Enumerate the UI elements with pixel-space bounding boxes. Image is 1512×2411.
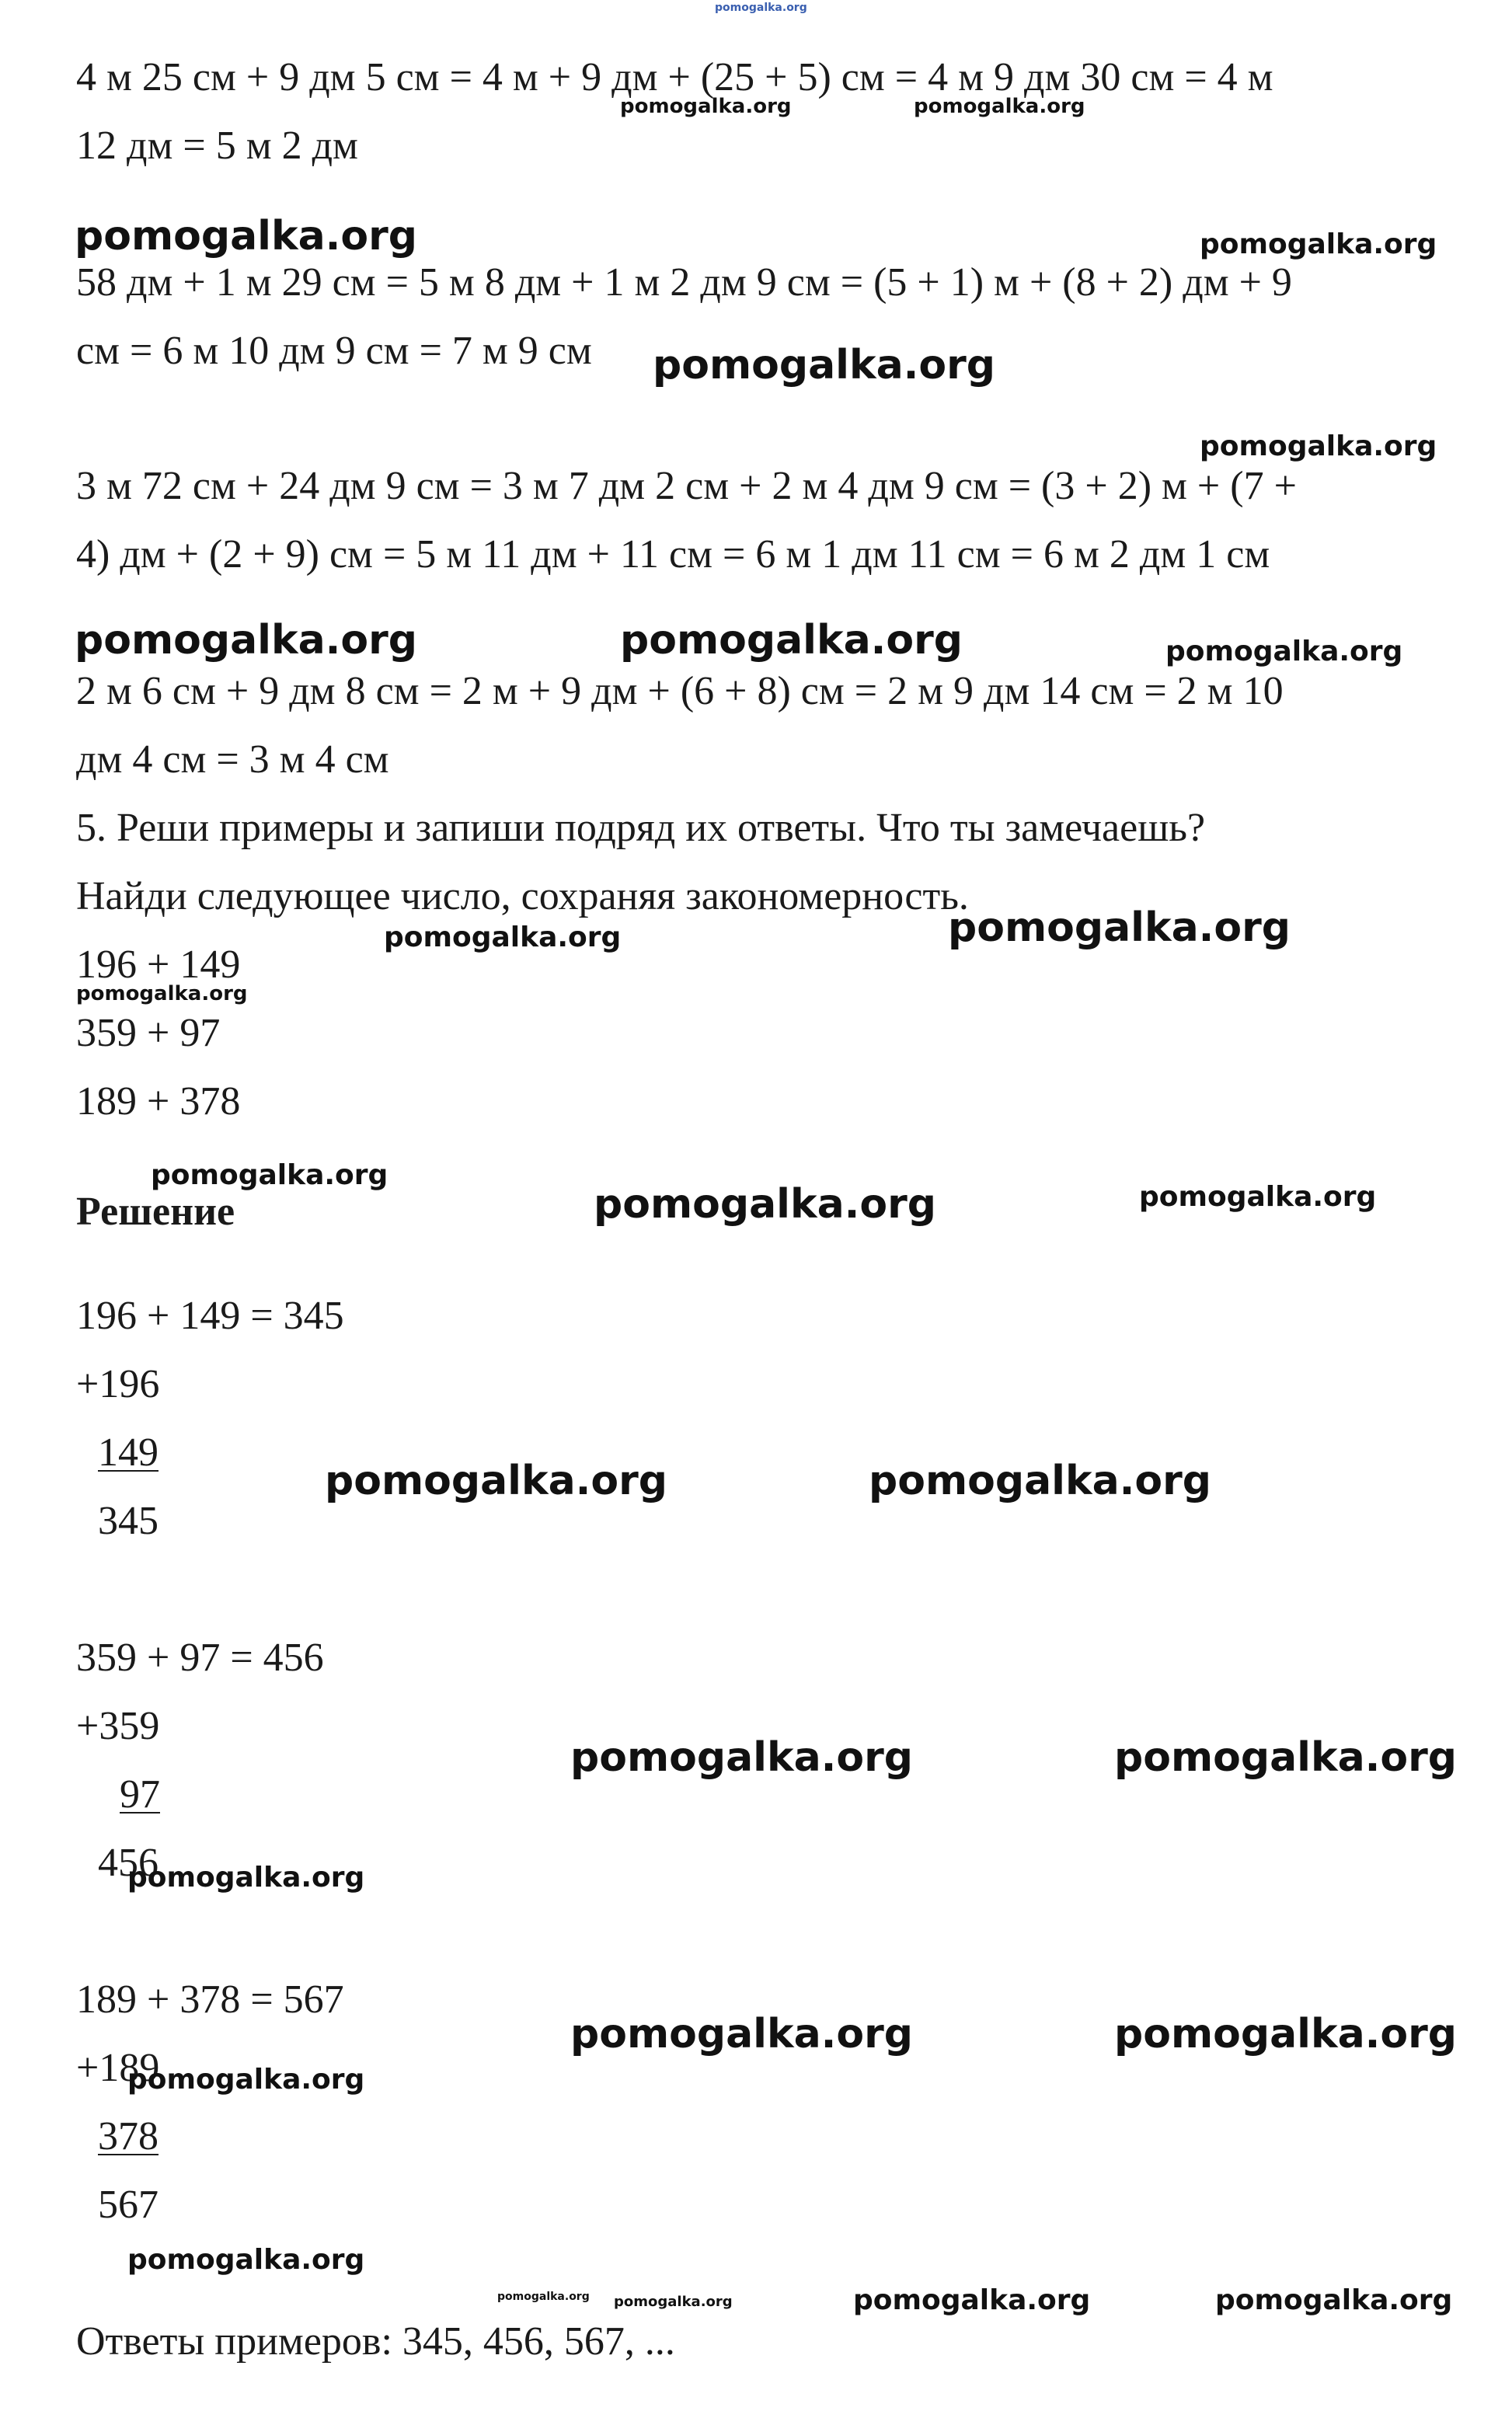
watermark: pomogalka.org (570, 2011, 914, 2057)
watermark: pomogalka.org (1200, 430, 1437, 462)
answer-line: Ответы примеров: 345, 456, 567, ... (76, 2319, 675, 2364)
column-result: 345 (98, 1499, 159, 1543)
example-line: 359 + 97 (76, 1011, 221, 1055)
watermark: pomogalka.org (614, 2294, 733, 2310)
column-addend: 378 (98, 2114, 159, 2158)
watermark: pomogalka.org (914, 95, 1085, 118)
watermark: pomogalka.org (594, 1181, 937, 1228)
watermark: pomogalka.org (127, 2064, 365, 2096)
watermark: pomogalka.org (1215, 2284, 1453, 2316)
task-text: 5. Реши примеры и запиши подряд их ответы. Что ты замечаешь? (76, 806, 1206, 850)
watermark: pomogalka.org (325, 1458, 668, 1504)
watermark: pomogalka.org (620, 617, 963, 664)
watermark: pomogalka.org (1165, 636, 1403, 667)
column-addend: 97 (120, 1772, 160, 1817)
text-line: см = 6 м 10 дм 9 см = 7 м 9 см (76, 329, 592, 373)
task-text: Найди следующее число, сохраняя закономерность. (76, 874, 969, 918)
column-addend: 149 (98, 1430, 159, 1475)
watermark: pomogalka.org (127, 1862, 365, 1894)
solution-heading: Решение (76, 1190, 235, 1234)
watermark: pomogalka.org (75, 617, 418, 664)
watermark: pomogalka.org (497, 2291, 590, 2303)
column-addend: +196 (76, 1362, 160, 1406)
watermark: pomogalka.org (853, 2284, 1091, 2316)
example-line: 196 + 149 (76, 942, 241, 987)
solution-equation: 196 + 149 = 345 (76, 1294, 344, 1338)
example-line: 189 + 378 (76, 1079, 241, 1124)
solution-equation: 189 + 378 = 567 (76, 1977, 344, 2022)
column-result: 456 (98, 1841, 159, 1885)
watermark: pomogalka.org (75, 213, 418, 260)
text-line: 2 м 6 см + 9 дм 8 см = 2 м + 9 дм + (6 + 8) см = 2 м 9 дм 14 см = 2 м 10 (76, 669, 1284, 713)
text-line: 4 м 25 см + 9 дм 5 см = 4 м + 9 дм + (25 + 5) см = 4 м 9 дм 30 см = 4 м (76, 55, 1273, 99)
text-line: 12 дм = 5 м 2 дм (76, 124, 358, 168)
text-line: дм 4 см = 3 м 4 см (76, 737, 389, 782)
watermark: pomogalka.org (715, 2, 807, 14)
text-line: 3 м 72 см + 24 дм 9 см = 3 м 7 дм 2 см + 2 м 4 дм 9 см = (3 + 2) м + (7 + (76, 464, 1297, 508)
watermark: pomogalka.org (384, 922, 622, 953)
column-addend: +189 (76, 2046, 160, 2090)
watermark: pomogalka.org (76, 982, 248, 1005)
text-line: 58 дм + 1 м 29 см = 5 м 8 дм + 1 м 2 дм 9 см = (5 + 1) м + (8 + 2) дм + 9 (76, 260, 1292, 305)
watermark: pomogalka.org (1114, 2011, 1458, 2057)
watermark: pomogalka.org (1139, 1181, 1377, 1213)
watermark: pomogalka.org (653, 342, 996, 388)
watermark: pomogalka.org (1114, 1734, 1458, 1781)
column-result: 567 (98, 2183, 159, 2227)
text-line: 4) дм + (2 + 9) см = 5 м 11 дм + 11 см = 6 м 1 дм 11 см = 6 м 2 дм 1 см (76, 532, 1270, 577)
watermark: pomogalka.org (869, 1458, 1212, 1504)
watermark: pomogalka.org (570, 1734, 914, 1781)
watermark: pomogalka.org (948, 904, 1291, 951)
column-addend: +359 (76, 1704, 160, 1748)
watermark: pomogalka.org (620, 95, 792, 118)
watermark: pomogalka.org (151, 1159, 388, 1191)
watermark: pomogalka.org (127, 2244, 365, 2276)
solution-equation: 359 + 97 = 456 (76, 1636, 324, 1680)
watermark: pomogalka.org (1200, 228, 1437, 260)
